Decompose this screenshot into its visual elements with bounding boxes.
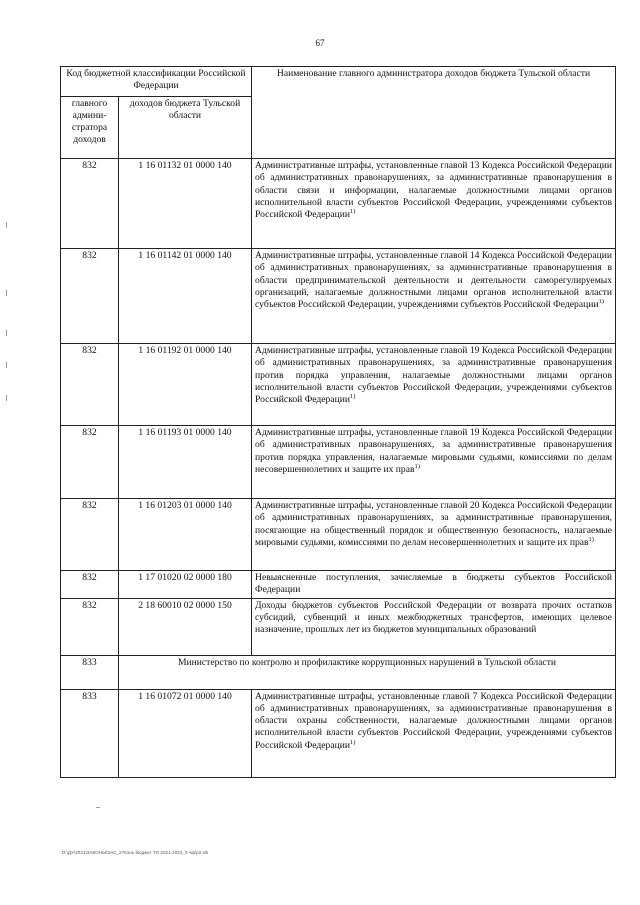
description-cell (252, 159, 616, 249)
header-admin-name: Наименование главного администратора доходов бюджета Тульской области (252, 67, 616, 159)
scan-mark (96, 807, 100, 808)
admin-code-cell: 832 (61, 499, 119, 571)
description-text: Невыясненные поступления, зачисляемые в бюджеты субъектов Российской Федерации (255, 572, 613, 596)
footnote-mark: 1) (350, 208, 356, 215)
admin-code-cell: 833 (61, 655, 119, 689)
description-text: Административные штрафы, установленные главой 7 Кодекса Российской Федерации об административных правонарушениях, за административные правонарушения в области охраны собственности, налагаемые должностными лицами органов исполнительной власти субъектов Российской Федерации, учреждениями субъектов Российской Федерации (255, 690, 613, 751)
income-code-cell: 1 16 01203 01 0000 140 (119, 499, 252, 571)
footnote-mark: 1) (598, 298, 604, 305)
description-text: Доходы бюджетов субъектов Российской Федерации от возврата прочих остатков субсидий, субвенций и иных межбюджетных трансфертов, имеющих целевое назначение, прошлых лет из бюджетов муниципальных образований (255, 599, 613, 636)
income-code-cell: 1 16 01142 01 0000 140 (119, 249, 252, 344)
section-row (61, 655, 616, 689)
table-row (61, 689, 616, 777)
description-cell (252, 344, 616, 426)
description-text: Административные штрафы, установленные главой 20 Кодекса Российской Федерации об административных правонарушениях, за административные правонарушения, посягающие на общественный порядок и общественную безопасность, налагаемые мировыми судьями, комиссиями по делам несовершеннолетних и защите их прав (255, 500, 613, 548)
description-cell (252, 689, 616, 777)
description-cell (252, 598, 616, 655)
admin-code-cell: 832 (61, 426, 119, 499)
table-row (61, 344, 616, 426)
admin-code-cell: 832 (61, 159, 119, 249)
description-cell (252, 249, 616, 344)
admin-code-cell: 833 (61, 689, 119, 777)
description-text: Административные штрафы, установленные главой 14 Кодекса Российской Федерации об административных правонарушениях, за административные правонарушения в области предпринимательской деятельности и деятельности саморегулируемых организаций, налагаемые должностными лицами органов исполнительной власти субъектов Российской Федерации, учреждениями субъектов Российской Федерации (255, 250, 613, 311)
table-row (61, 249, 616, 344)
header-income-code: доходов бюджета Тульской области (119, 97, 252, 159)
income-code-cell: 1 16 01072 01 0000 140 (119, 689, 252, 777)
description-text: Административные штрафы, установленные главой 19 Кодекса Российской Федерации об административных правонарушениях, за административные правонарушения против порядка управления, налагаемые должностными лицами органов исполнительной власти субъектов Российской Федерации, учреждениями субъектов Российской Федерации (255, 345, 613, 406)
admin-code-cell: 832 (61, 249, 119, 344)
page-number: 67 (315, 38, 325, 48)
admin-code-cell: 832 (61, 344, 119, 426)
file-path-footer: D:\ДУ\2021\ЗАКОНЫ\ЗАС_2761нь бюджет ТО 2021-2023_3 чф\р2.xls (62, 850, 209, 855)
table-row (61, 426, 616, 499)
footnote-mark: 1) (588, 535, 594, 543)
table-row (61, 159, 616, 249)
table-row (61, 571, 616, 599)
admin-code-cell: 832 (61, 598, 119, 655)
scan-mark (6, 290, 7, 296)
admin-code-cell: 832 (61, 571, 119, 599)
income-code-cell: 1 16 01193 01 0000 140 (119, 426, 252, 499)
section-title: Министерство по контролю и профилактике коррупционных нарушений в Тульской области (119, 655, 616, 689)
income-code-cell: 1 16 01192 01 0000 140 (119, 344, 252, 426)
header-admin-code: главного админи-стратора доходов (61, 97, 119, 159)
description-cell (252, 571, 616, 599)
table-row (61, 499, 616, 571)
footnote-mark: 1) (350, 738, 356, 746)
table-header-row (61, 67, 616, 97)
income-code-cell: 1 16 01132 01 0000 140 (119, 159, 252, 249)
budget-classification-table (60, 66, 616, 778)
description-text: Административные штрафы, установленные главой 13 Кодекса Российской Федерации об административных правонарушениях, за административные правонарушения в области связи и информации, налагаемые должностными лицами органов исполнительной власти субъектов Российской Федерации, учреждениями субъектов Российской Федерации (255, 160, 613, 221)
scan-mark (6, 222, 7, 228)
table-row (61, 598, 616, 655)
scan-mark (6, 362, 7, 368)
income-code-cell: 2 18 60010 02 0000 150 (119, 598, 252, 655)
scan-mark (6, 330, 7, 336)
description-cell (252, 499, 616, 571)
footnote-mark: 1) (350, 393, 356, 400)
header-budget-code: Код бюджетной классификации Российской Федерации (61, 67, 252, 97)
footnote-mark: 1) (414, 462, 420, 470)
income-code-cell: 1 17 01020 02 0000 180 (119, 571, 252, 599)
description-text: Административные штрафы, установленные главой 19 Кодекса Российской Федерации об административных правонарушениях, за административные правонарушения против порядка управления, налагаемые мировыми судьями, комиссиями по делам несовершеннолетних и защите их прав (255, 427, 613, 475)
description-cell (252, 426, 616, 499)
scan-mark (6, 395, 7, 401)
